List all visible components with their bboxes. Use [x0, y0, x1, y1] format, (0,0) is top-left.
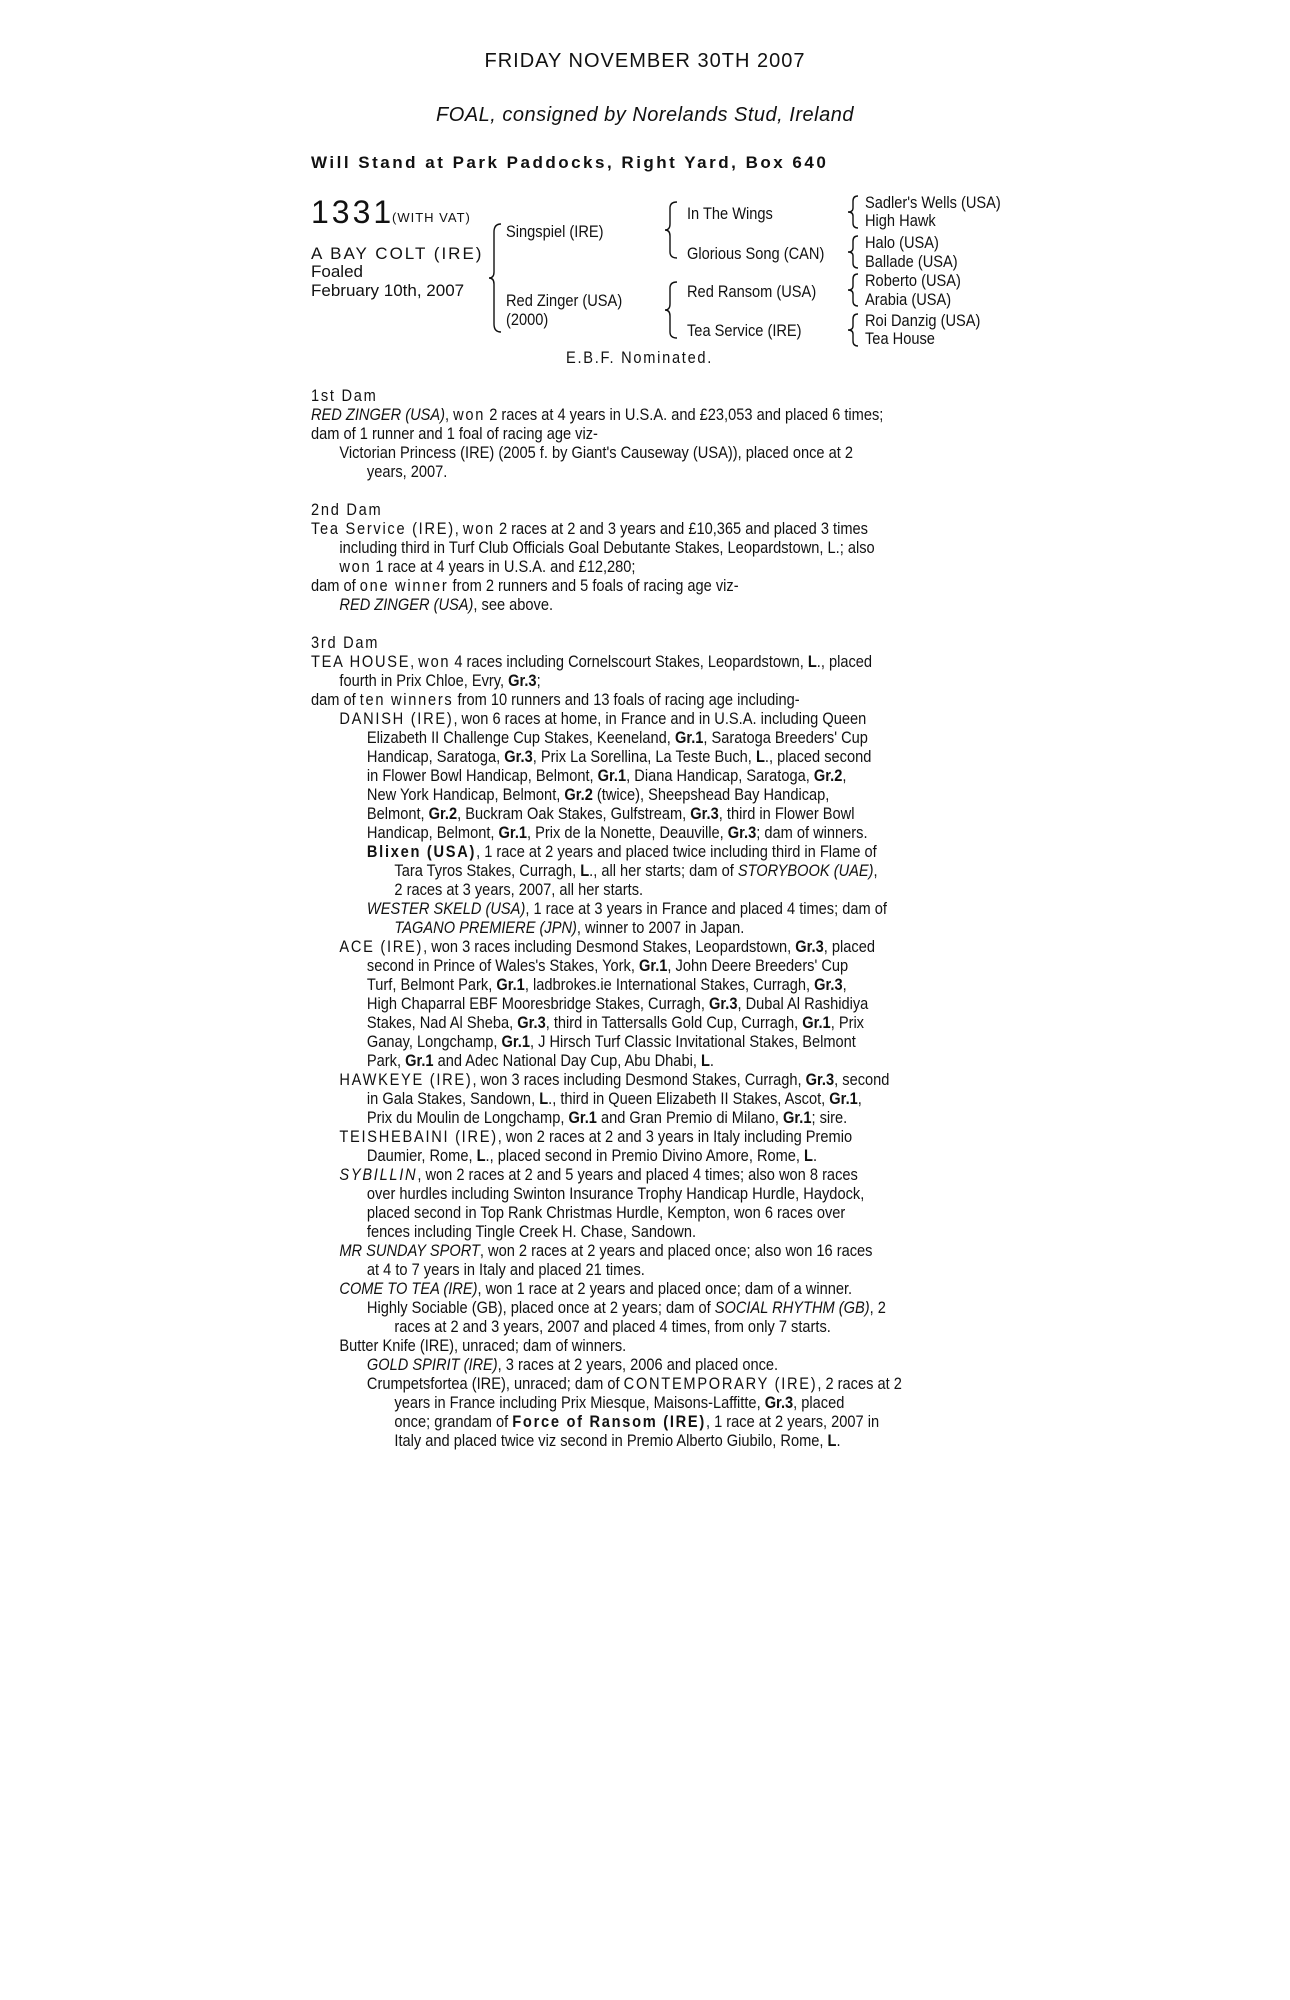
first-dam-line-3: Victorian Princess (IRE) (2005 f. by Giant's Causeway (USA)), placed once at 2 [339, 443, 854, 462]
lot-title: A BAY COLT (IRE) [311, 244, 484, 263]
third-dam-line: TEISHEBAINI (IRE), won 2 races at 2 and 3 years in Italy including Premio [339, 1127, 853, 1146]
ggp-2: High Hawk [865, 211, 936, 230]
second-dam-line-1: Tea Service (IRE), won 2 races at 2 and 3 years and £10,365 and placed 3 times [311, 519, 868, 538]
first-dam-line-1: RED ZINGER (USA), won 2 races at 4 years in U.S.A. and £23,053 and placed 6 times; [311, 405, 884, 424]
second-dam-line-5 [311, 595, 1008, 614]
third-dam-line: Crumpetsfortea (IRE), unraced; dam of CONTEMPORARY (IRE), 2 races at 2 [366, 1374, 902, 1393]
third-dam-line: once; grandam of Force of Ransom (IRE), 1 race at 2 years, 2007 in [394, 1412, 880, 1431]
third-dam-line: Prix du Moulin de Longchamp, Gr.1 and Gran Premio di Milano, Gr.1; sire. [366, 1108, 848, 1127]
first-dam-section [311, 386, 1011, 481]
third-dam-line: New York Handicap, Belmont, Gr.2 (twice), Sheepshead Bay Handicap, [366, 785, 830, 804]
first-dam-record: 2 races at 4 years in U.S.A. and £23,053 and placed 6 times; [485, 405, 884, 424]
dam-block [506, 291, 622, 329]
third-dam-line: Ganay, Longchamp, Gr.1, J Hirsch Turf Classic Invitational Stakes, Belmont [366, 1032, 856, 1051]
third-dam-line: MR SUNDAY SPORT, won 2 races at 2 years and placed once; also won 16 races [339, 1241, 873, 1260]
ebf-nomination: E.B.F. Nominated. [566, 348, 714, 367]
third-dam-line: Turf, Belmont Park, Gr.1, ladbrokes.ie International Stakes, Curragh, Gr.3, [366, 975, 847, 994]
ggp-6: Arabia (USA) [865, 290, 952, 309]
second-dam-line-4-c: from 2 runners and 5 foals of racing age viz- [448, 576, 739, 595]
second-dam-winners: one winner [359, 576, 449, 595]
sire: Singspiel (IRE) [506, 222, 604, 241]
lot-number: 1331 [311, 194, 395, 230]
dam: Red Zinger (USA) [506, 291, 623, 310]
first-dam-heading: 1st Dam [311, 386, 378, 405]
third-dam-line: Tara Tyros Stakes, Curragh, L., all her starts; dam of STORYBOOK (UAE), [394, 861, 878, 880]
third-dam-line: ACE (IRE), won 3 races including Desmond Stakes, Leopardstown, Gr.3, placed [339, 937, 875, 956]
stand-location: Will Stand at Park Paddocks, Right Yard, Box 640 [311, 153, 829, 172]
first-dam-name: RED ZINGER (USA) [311, 405, 446, 424]
third-dam-line: Butter Knife (IRE), unraced; dam of winners. [339, 1336, 627, 1355]
ggp-8: Tea House [865, 329, 935, 348]
pedigree-brace-dam [663, 280, 683, 340]
second-dam-line-3-text: 1 race at 4 years in U.S.A. and £12,280; [371, 557, 636, 576]
pedigree-brace-ggp4 [846, 312, 862, 348]
third-dam-line: 2 races at 3 years, 2007, all her starts. [394, 880, 644, 899]
third-dam-heading: 3rd Dam [311, 633, 380, 652]
third-dam-line: DANISH (IRE), won 6 races at home, in France and in U.S.A. including Queen [339, 709, 867, 728]
third-dam-line: in Flower Bowl Handicap, Belmont, Gr.1, Diana Handicap, Saratoga, Gr.2, [366, 766, 847, 785]
third-dam-line: Blixen (USA), 1 race at 2 years and placed twice including third in Flame of [366, 842, 877, 861]
sire-dam: Glorious Song (CAN) [687, 244, 825, 263]
pedigree-brace-ggp2 [846, 234, 862, 270]
third-dam-line: WESTER SKELD (USA), 1 race at 3 years in France and placed 4 times; dam of [366, 899, 887, 918]
second-dam-line-5-text: , see above. [473, 595, 554, 614]
dam-year: (2000) [506, 310, 549, 329]
sire-sire: In The Wings [687, 204, 773, 223]
sale-date: FRIDAY NOVEMBER 30TH 2007 [484, 50, 806, 72]
third-dam-line: Handicap, Belmont, Gr.1, Prix de la Nonette, Deauville, Gr.3; dam of winners. [366, 823, 868, 842]
third-dam-line: COME TO TEA (IRE), won 1 race at 2 years and placed once; dam of a winner. [339, 1279, 853, 1298]
third-dam-line: TEA HOUSE, won 4 races including Cornelscourt Stakes, Leopardstown, L., placed [311, 652, 873, 671]
pedigree-brace-ggp1 [846, 194, 862, 230]
third-dam-line: races at 2 and 3 years, 2007 and placed 4 times, from only 7 starts. [394, 1317, 831, 1336]
second-dam-line-3 [311, 557, 1008, 576]
second-dam-won: won [462, 519, 495, 538]
third-dam-line: GOLD SPIRIT (IRE), 3 races at 2 years, 2006 and placed once. [366, 1355, 779, 1374]
third-dam-line: Park, Gr.1 and Adec National Day Cup, Abu Dhabi, L. [366, 1051, 714, 1070]
dam-dam: Tea Service (IRE) [687, 321, 802, 340]
third-dam-line: HAWKEYE (IRE), won 3 races including Desmond Stakes, Curragh, Gr.3, second [339, 1070, 890, 1089]
dam-sire: Red Ransom (USA) [687, 282, 817, 301]
second-dam-progeny-name: RED ZINGER (USA) [339, 595, 474, 614]
pedigree-brace-ggp3 [846, 272, 862, 308]
foaled-label: Foaled [311, 262, 363, 281]
third-dam-line: Belmont, Gr.2, Buckram Oak Stakes, Gulfstream, Gr.3, third in Flower Bowl [366, 804, 855, 823]
second-dam-line-2: including third in Turf Club Officials Goal Debutante Stakes, Leopardstown, L.; also [339, 538, 875, 557]
ggp-3: Halo (USA) [865, 233, 939, 252]
third-dam-line: fourth in Prix Chloe, Evry, Gr.3; [339, 671, 541, 690]
second-dam-heading: 2nd Dam [311, 500, 383, 519]
first-dam-won: won [453, 405, 486, 424]
ggp-4: Ballade (USA) [865, 252, 958, 271]
foaled-date: February 10th, 2007 [311, 281, 465, 300]
first-dam-line-2: dam of 1 runner and 1 foal of racing age viz- [311, 424, 598, 443]
pedigree-brace-sire [663, 200, 683, 260]
second-dam-line-4 [311, 576, 1008, 595]
pedigree-brace-main [487, 222, 507, 334]
third-dam-line: Handicap, Saratoga, Gr.3, Prix La Sorellina, La Teste Buch, L., placed second [366, 747, 872, 766]
second-dam-record: 2 races at 2 and 3 years and £10,365 and placed 3 times [494, 519, 868, 538]
third-dam-line: over hurdles including Swinton Insurance Trophy Handicap Hurdle, Haydock, [366, 1184, 865, 1203]
third-dam-line: Stakes, Nad Al Sheba, Gr.3, third in Tattersalls Gold Cup, Curragh, Gr.1, Prix [366, 1013, 865, 1032]
third-dam-line: in Gala Stakes, Sandown, L., third in Queen Elizabeth II Stakes, Ascot, Gr.1, [366, 1089, 862, 1108]
third-dam-line: dam of ten winners from 10 runners and 13 foals of racing age including- [311, 690, 800, 709]
second-dam-line-4-a: dam of [311, 576, 360, 595]
third-dam-line: years in France including Prix Miesque, Maisons-Laffitte, Gr.3, placed [394, 1393, 845, 1412]
second-dam-name: Tea Service (IRE) [311, 519, 455, 538]
third-dam-line: fences including Tingle Creek H. Chase, Sandown. [366, 1222, 697, 1241]
second-dam-section [311, 500, 1011, 614]
consignor-line: FOAL, consigned by Norelands Stud, Ireland [436, 104, 854, 126]
third-dam-line: SYBILLIN, won 2 races at 2 and 5 years and placed 4 times; also won 8 races [339, 1165, 858, 1184]
first-dam-line-4: years, 2007. [366, 462, 448, 481]
third-dam-line: second in Prince of Wales's Stakes, York, Gr.1, John Deere Breeders' Cup [366, 956, 849, 975]
vat-note: (WITH VAT) [392, 210, 471, 225]
third-dam-line: Elizabeth II Challenge Cup Stakes, Keeneland, Gr.1, Saratoga Breeders' Cup [366, 728, 868, 747]
third-dam-line: TAGANO PREMIERE (JPN), winner to 2007 in Japan. [394, 918, 745, 937]
third-dam-line: placed second in Top Rank Christmas Hurdle, Kempton, won 6 races over [366, 1203, 846, 1222]
third-dam-line: High Chaparral EBF Mooresbridge Stakes, Curragh, Gr.3, Dubal Al Rashidiya [366, 994, 869, 1013]
third-dam-section [311, 633, 1011, 1450]
third-dam-line: Italy and placed twice viz second in Premio Alberto Giubilo, Rome, L. [394, 1431, 841, 1450]
ggp-1: Sadler's Wells (USA) [865, 193, 1001, 212]
third-dam-line: at 4 to 7 years in Italy and placed 21 times. [366, 1260, 645, 1279]
foaled-info [311, 262, 464, 300]
ggp-7: Roi Danzig (USA) [865, 311, 981, 330]
third-dam-line: Daumier, Rome, L., placed second in Premio Divino Amore, Rome, L. [366, 1146, 818, 1165]
third-dam-line: Highly Sociable (GB), placed once at 2 years; dam of SOCIAL RHYTHM (GB), 2 [366, 1298, 886, 1317]
ggp-5: Roberto (USA) [865, 271, 961, 290]
second-dam-won-2: won [339, 557, 372, 576]
